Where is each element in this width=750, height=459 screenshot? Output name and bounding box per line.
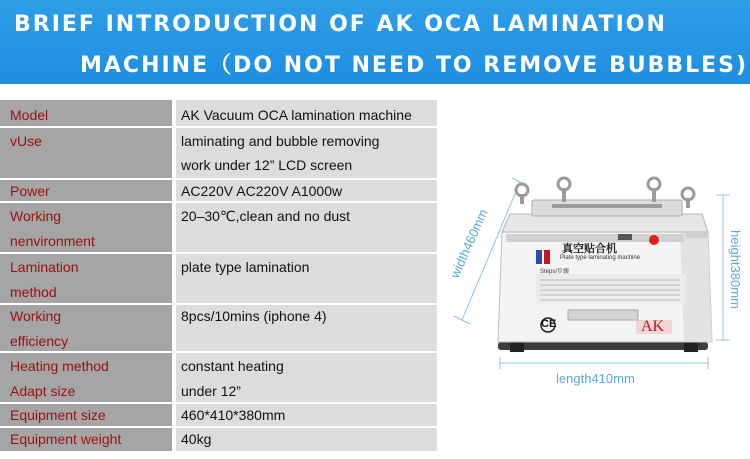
row-separator [0,351,437,353]
label-equipment-weight: Equipment weight [10,431,122,447]
row-separator [0,126,437,128]
label-efficiency-line2: efficiency [10,333,69,349]
row-separator [0,201,437,203]
row-separator [0,252,437,254]
label-environment-line2: nenvironment [10,233,95,249]
row-separator [0,303,437,305]
emergency-stop-button [649,235,659,245]
label-efficiency-line1: Working [10,308,62,324]
banner-title-line2: MACHINE（DO NOT NEED TO REMOVE BUBBLES) [80,53,749,78]
title-banner [0,0,750,84]
machine-cn-title: 真空贴合机 [562,242,617,255]
value-power: AC220V AC220V A1000w [181,183,343,199]
label-lamination-line2: method [10,284,57,300]
length-dimension-label: length410mm [556,371,635,386]
value-efficiency: 8pcs/10mins (iphone 4) [181,308,327,324]
value-use-line1: laminating and bubble removing [181,133,380,149]
value-environment: 20–30℃,clean and no dust [181,208,351,224]
value-heating: constant heating [181,358,284,374]
product-illustration [440,170,750,400]
machine-steps-label: Steps/步骤 [540,269,570,275]
label-environment-line1: Working [10,208,62,224]
value-adapt-size: under 12” [181,383,241,399]
label-lamination-line1: Lamination [10,259,79,275]
machine-brand-ak: AK [641,318,665,335]
value-model: AK Vacuum OCA lamination machine [181,107,412,123]
ce-mark: CE [541,318,557,330]
height-dimension-label: height380mm [727,230,743,309]
label-use: vUse [10,133,42,149]
banner-title-line1: BRIEF INTRODUCTION OF AK OCA LAMINATION [14,12,667,37]
machine-lid [502,214,708,232]
label-adapt-size: Adapt size [10,383,76,399]
machine-en-title: Plate type laminating machine [560,255,641,261]
value-lamination: plate type lamination [181,259,310,275]
row-separator [0,426,437,428]
row-separator [0,178,437,180]
value-use-line2: work under 12” LCD screen [181,157,353,173]
label-power: Power [10,183,50,199]
label-equipment-size: Equipment size [10,407,106,423]
width-dimension-label: width460mm [447,206,491,281]
spec-table [0,100,437,451]
value-equipment-size: 460*410*380mm [181,407,286,423]
value-equipment-weight: 40kg [181,431,212,447]
row-separator [0,402,437,404]
label-model: Model [10,107,49,123]
label-heating: Heating method [10,358,109,374]
